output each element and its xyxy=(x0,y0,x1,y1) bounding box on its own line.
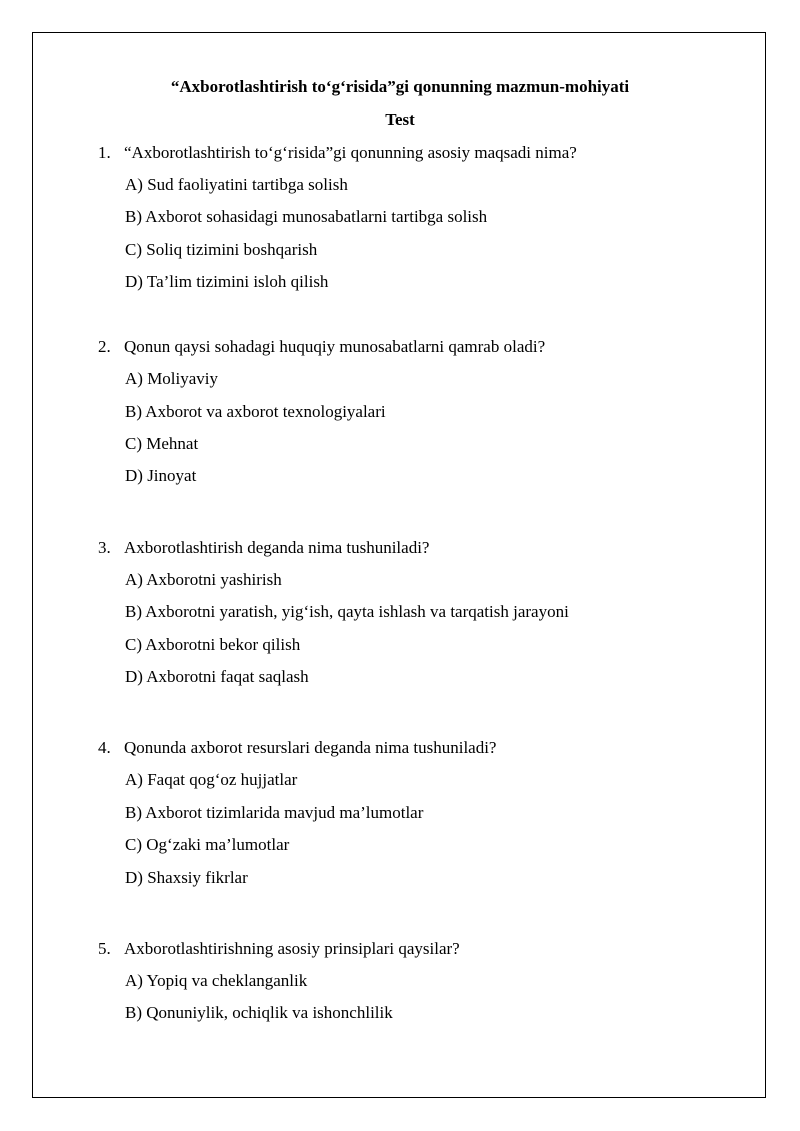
question-1 xyxy=(98,143,577,163)
question-number: 5. xyxy=(98,939,111,958)
question-4-option-a: A) Faqat qog‘oz hujjatlar xyxy=(125,770,298,789)
question-2-option-a: A) Moliyaviy xyxy=(125,369,219,388)
document-title: “Axborotlashtirish to‘g‘risida”gi qonunning mazmun-mohiyati xyxy=(170,77,630,96)
question-number: 3. xyxy=(98,538,111,557)
question-text: Qonun qaysi sohadagi huquqiy munosabatlarni qamrab oladi? xyxy=(124,337,546,356)
question-5 xyxy=(98,939,460,959)
question-2-option-b: B) Axborot va axborot texnologiyalari xyxy=(125,402,386,421)
document-subtitle: Test xyxy=(385,110,415,129)
question-number: 2. xyxy=(98,337,111,356)
question-2-option-d: D) Jinoyat xyxy=(125,466,197,485)
question-text: “Axborotlashtirish to‘g‘risida”gi qonunning asosiy maqsadi nima? xyxy=(124,143,577,162)
question-5-option-a: A) Yopiq va cheklanganlik xyxy=(125,971,308,990)
question-1-option-b: B) Axborot sohasidagi munosabatlarni tartibga solish xyxy=(125,207,488,226)
question-text: Axborotlashtirish deganda nima tushuniladi? xyxy=(124,538,430,557)
question-3-option-b: B) Axborotni yaratish, yig‘ish, qayta ishlash va tarqatish jarayoni xyxy=(125,602,569,621)
question-3-option-a: A) Axborotni yashirish xyxy=(125,570,282,589)
question-number: 4. xyxy=(98,738,111,757)
question-4-option-c: C) Og‘zaki ma’lumotlar xyxy=(125,835,290,854)
question-5-option-b: B) Qonuniylik, ochiqlik va ishonchlilik xyxy=(125,1003,393,1022)
question-2 xyxy=(98,337,545,357)
question-1-option-a: A) Sud faoliyatini tartibga solish xyxy=(125,175,348,194)
question-1-option-c: C) Soliq tizimini boshqarish xyxy=(125,240,318,259)
question-2-option-c: C) Mehnat xyxy=(125,434,199,453)
question-text: Axborotlashtirishning asosiy prinsiplari qaysilar? xyxy=(124,939,460,958)
question-4-option-d: D) Shaxsiy fikrlar xyxy=(125,868,248,887)
question-3-option-c: C) Axborotni bekor qilish xyxy=(125,635,301,654)
question-4-option-b: B) Axborot tizimlarida mavjud ma’lumotlar xyxy=(125,803,424,822)
question-4 xyxy=(98,738,496,758)
question-number: 1. xyxy=(98,143,111,162)
question-text: Qonunda axborot resurslari deganda nima tushuniladi? xyxy=(124,738,497,757)
question-3-option-d: D) Axborotni faqat saqlash xyxy=(125,667,309,686)
question-3 xyxy=(98,538,429,558)
question-1-option-d: D) Ta’lim tizimini isloh qilish xyxy=(125,272,329,291)
